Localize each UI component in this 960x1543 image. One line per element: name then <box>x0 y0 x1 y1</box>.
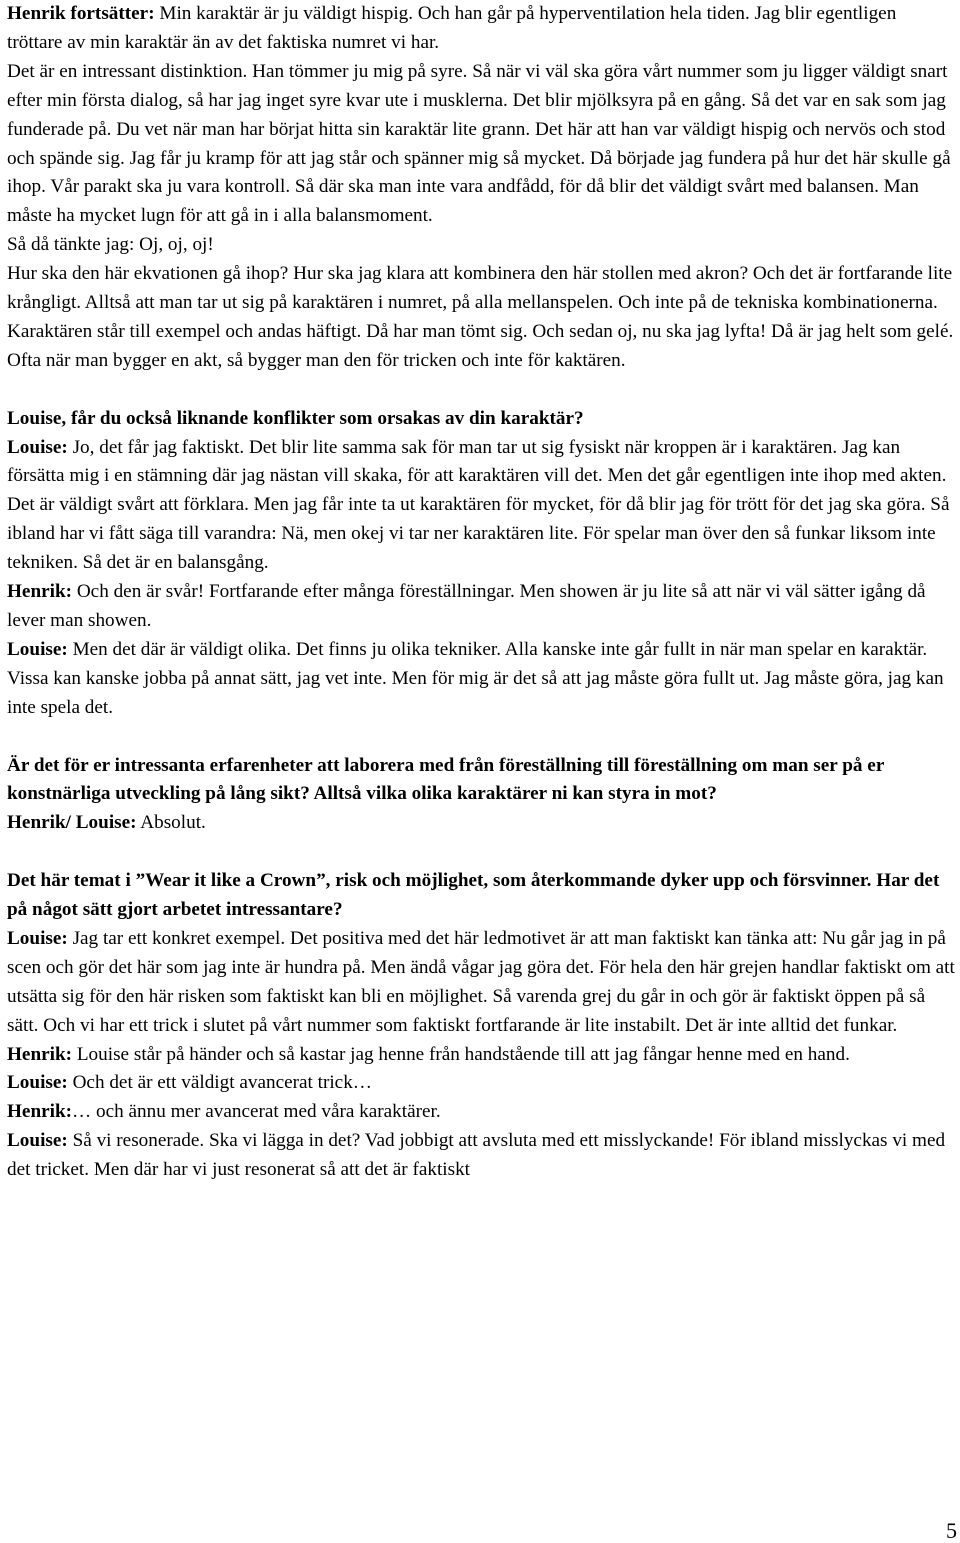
speaker-label: Louise: <box>7 638 68 660</box>
paragraph <box>7 1069 955 1098</box>
speaker-label: Henrik: <box>7 581 73 603</box>
paragraph-text: Men det där är väldigt olika. Det finns ju olika tekniker. Alla kanske inte går fullt in när man spelar en karaktär. Vissa kan kanske jobba på annat sätt, jag vet inte. Men för mig är det så att jag måste göra fullt ut. Jag måste göra, jag kan inte spela det. <box>7 638 944 718</box>
paragraph <box>7 925 955 1041</box>
page-number: 5 <box>946 1518 957 1543</box>
speaker-label: Louise: <box>7 927 68 949</box>
paragraph <box>7 58 955 231</box>
speaker-label: Henrik/ Louise: <box>7 812 137 834</box>
paragraph-text: Absolut. <box>136 812 206 834</box>
document-body <box>7 0 955 1185</box>
paragraph <box>7 0 955 58</box>
interview-question: Det här temat i ”Wear it like a Crown”, risk och möjlighet, som återkommande dyker upp och försvinner. Har det på något sätt gjort arbetet intressantare? <box>7 870 940 921</box>
paragraph-text: … och ännu mer avancerat med våra karaktärer. <box>72 1101 441 1123</box>
speaker-label: Henrik fortsätter: <box>7 3 155 24</box>
speaker-label: Henrik: <box>7 1043 73 1065</box>
speaker-label: Louise: <box>7 1072 68 1094</box>
paragraph-text: Jag tar ett konkret exempel. Det positiva med det här ledmotivet är att man faktiskt kan tänka att: Nu går jag in på scen och gör det här som jag inte är hundra på. Men ändå vågar jag göra det. För hela den här grejen handlar faktiskt om att utsätta sig för den här risken som faktiskt kan bli en möjlighet. Så varenda grej du går in och gör är faktiskt öppen på så sätt. Och vi har ett trick i slutet på vårt nummer som faktiskt fortfarande är lite instabilt. Det är inte alltid det funkar. <box>7 927 955 1036</box>
paragraph-text: Min karaktär är ju väldigt hispig. Och han går på hyperventilation hela tiden. Jag blir egentligen tröttare av min karaktär än av det faktiska numret vi har. <box>7 3 897 53</box>
paragraph <box>7 809 955 838</box>
paragraph <box>7 260 955 376</box>
paragraph-text: Jo, det får jag faktiskt. Det blir lite samma sak för man tar ut sig fysiskt när kroppen är i karaktären. Jag kan försätta mig i en stämning där jag nästan vill skaka, för att karaktären vill det. Men det går egentligen inte ihop med akten. Det är väldigt svårt att förklara. Men jag får inte ta ut karaktären för mycket, för då blir jag för trött för det jag ska göra. Så ibland har vi fått säga till varandra: Nä, men okej vi tar ner karaktären lite. För spelar man över den så funkar liksom inte tekniken. Så det är en balansgång. <box>7 436 950 574</box>
interview-question: Louise, får du också liknande konflikter som orsakas av din karaktär? <box>7 407 584 429</box>
paragraph <box>7 231 955 260</box>
paragraph-text: Och det är ett väldigt avancerat trick… <box>67 1072 372 1094</box>
paragraph <box>7 1127 955 1185</box>
paragraph-spacer <box>7 376 955 405</box>
paragraph-text: Och den är svår! Fortfarande efter många föreställningar. Men showen är ju lite så att när vi väl sätter igång då lever man showen. <box>7 581 926 632</box>
paragraph <box>7 434 955 579</box>
speaker-label: Louise: <box>7 436 68 458</box>
paragraph-text: Hur ska den här ekvationen gå ihop? Hur ska jag klara att kombinera den här stollen med akron? Och det är fortfarande lite krångligt. Alltså att man tar ut sig på karaktären i numret, på alla mellanspelen. Och inte på de tekniska kombinationerna. Karaktären står till exempel och andas häftigt. Då har man tömt sig. Och sedan oj, nu ska jag lyfta! Då är jag helt som gelé. Ofta när man bygger en akt, så bygger man den för tricken och inte för kaktären. <box>7 263 954 371</box>
paragraph <box>7 1041 955 1070</box>
paragraph-text: Det är en intressant distinktion. Han tömmer ju mig på syre. Så när vi väl ska göra vårt nummer som ju ligger väldigt snart efter min första dialog, så har jag inget syre kvar ute i musklerna. Det blir mjölksyra på en gång. Så det var en sak som jag funderade på. Du vet när man har börjat hitta sin karaktär lite grann. Det här att han var väldigt hispig och nervös och stod och spände sig. Jag får ju kramp för att jag står och spänner mig så mycket. Då började jag fundera på hur det här skulle gå ihop. Vår parakt ska ju vara kontroll. Så där ska man inte vara andfådd, för då blir det väldigt svårt med balansen. Man måste ha mycket lugn för att gå in i alla balansmoment. <box>7 60 951 227</box>
speaker-label: Louise: <box>7 1130 68 1152</box>
paragraph-spacer <box>7 723 955 752</box>
paragraph-spacer <box>7 838 955 867</box>
paragraph <box>7 578 955 636</box>
interview-question: Är det för er intressanta erfarenheter att laborera med från föreställning till föreställning om man ser på er konstnärliga utveckling på lång sikt? Alltså vilka olika karaktärer ni kan styra in mot? <box>7 754 884 805</box>
paragraph <box>7 1098 955 1127</box>
paragraph-text: Så vi resonerade. Ska vi lägga in det? Vad jobbigt att avsluta med ett misslyckande! För ibland misslyckas vi med det tricket. Men där har vi just resonerat så att det är faktiskt <box>7 1130 946 1181</box>
speaker-label: Henrik: <box>7 1101 73 1123</box>
paragraph <box>7 636 955 723</box>
paragraph-text: Så då tänkte jag: Oj, oj, oj! <box>7 234 214 256</box>
paragraph-text: Louise står på händer och så kastar jag henne från handstående till att jag fångar henne med en hand. <box>72 1043 850 1065</box>
